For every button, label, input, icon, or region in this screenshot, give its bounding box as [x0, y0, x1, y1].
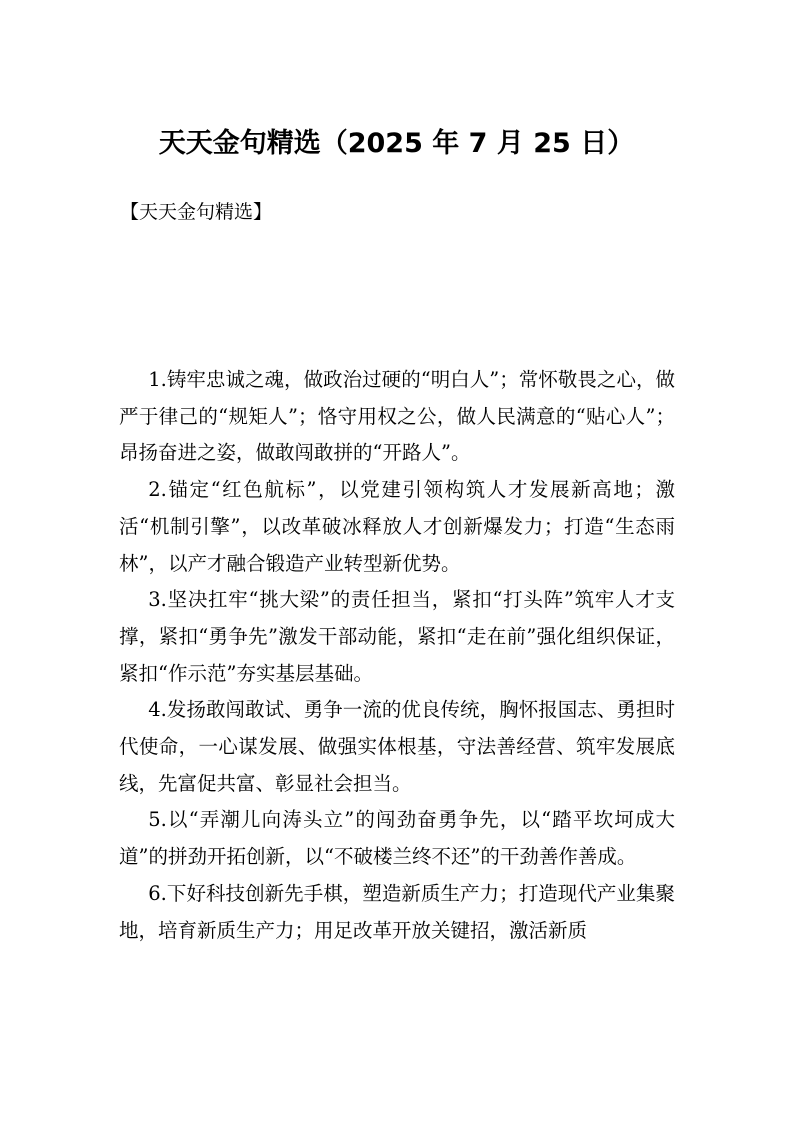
paragraph-2: 2.锚定“红色航标”，以党建引领构筑人才发展新高地；激活“机制引擎”，以改革破冰释放人才创新爆发力；打造“生态雨林”，以产才融合锻造产业转型新优势。: [119, 478, 675, 575]
paragraph-1: 1.铸牢忠诚之魂，做政治过硬的“明白人”；常怀敬畏之心，做严于律己的“规矩人”；恪守用权之公，做人民满意的“贴心人”；昂扬奋进之姿，做敢闯敢拼的“开路人”。: [119, 368, 675, 465]
paragraph-4: 4.发扬敢闯敢试、勇争一流的优良传统，胸怀报国志、勇担时代使命，一心谋发展、做强实体根基，守法善经营、筑牢发展底线，先富促共富、彰显社会担当。: [119, 698, 675, 795]
paragraph-3: 3.坚决扛牢“挑大梁”的责任担当，紧扣“打头阵”筑牢人才支撑，紧扣“勇争先”激发干部动能，紧扣“走在前”强化组织保证，紧扣“作示范”夯实基层基础。: [119, 588, 675, 685]
body-text: [119, 362, 675, 949]
section-label: 【天天金句精选】: [120, 201, 273, 223]
paragraph-6: 6.下好科技创新先手棋，塑造新质生产力；打造现代产业集聚地，培育新质生产力；用足改革开放关键招，激活新质: [119, 881, 675, 942]
paragraph-5: 5.以“弄潮儿向涛头立”的闯劲奋勇争先，以“踏平坎坷成大道”的拼劲开拓创新，以“不破楼兰终不还”的干劲善作善成。: [119, 808, 675, 869]
page-title: 天天金句精选（2025 年 7 月 25 日）: [158, 128, 635, 159]
